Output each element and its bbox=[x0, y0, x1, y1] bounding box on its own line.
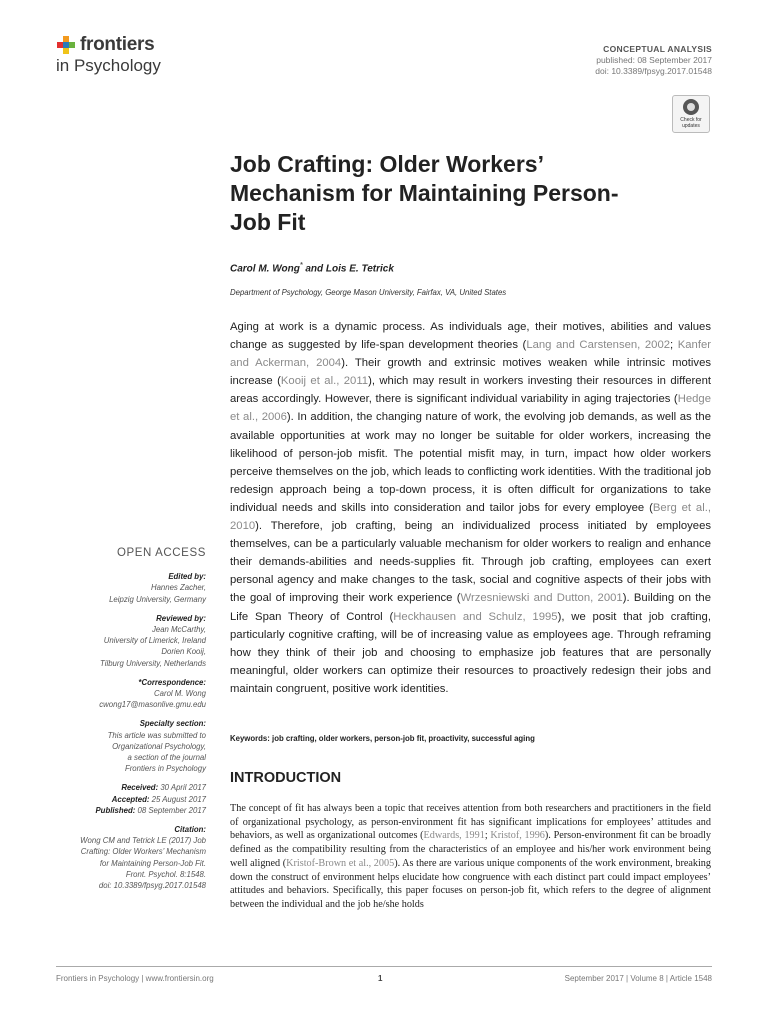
introduction-text bbox=[230, 802, 711, 912]
article-sidebar bbox=[56, 548, 206, 899]
page-number: 1 bbox=[378, 974, 383, 983]
citation-link[interactable]: Kristof-Brown et al., 2005 bbox=[286, 857, 395, 869]
badge-line2: updates bbox=[682, 123, 700, 129]
body-text: The concept of fit has always been a topic that receives attention from both researchers and practitioners in the field of organizational psychology, as person-environment fit has significant implications for employees’ attitudes and behaviors, as well as organizational outcomes ( bbox=[230, 803, 711, 842]
citation-link[interactable]: Lang and Carstensen, 2002 bbox=[526, 339, 671, 352]
reviewed-by-label: Reviewed by: bbox=[156, 613, 206, 623]
edited-by-label: Edited by: bbox=[168, 572, 206, 582]
specialty-label: Specialty section: bbox=[139, 719, 206, 729]
published-date: published: 08 September 2017 bbox=[596, 55, 712, 65]
citation-info bbox=[56, 824, 206, 891]
footer-journal-link[interactable]: Frontiers in Psychology | www.frontiersin.org bbox=[56, 974, 214, 983]
specialty-line: Frontiers in Psychology bbox=[124, 764, 206, 774]
citation-link[interactable]: Kristof, 1996 bbox=[490, 830, 545, 842]
article-title: Job Crafting: Older Workers’ Mechanism for Maintaining Person-Job Fit bbox=[230, 151, 619, 235]
citation-doi[interactable]: doi: 10.3389/fpsyg.2017.01548 bbox=[98, 881, 206, 891]
received-label: Received: bbox=[121, 783, 159, 793]
published-label: Published: bbox=[95, 805, 136, 815]
author-separator: and bbox=[302, 263, 326, 275]
accepted-value: 25 August 2017 bbox=[149, 794, 206, 804]
citation-link[interactable]: Berg et al., 2010 bbox=[230, 501, 712, 533]
correspondence-email[interactable]: cwong17@masonlive.gmu.edu bbox=[99, 700, 206, 710]
author-2[interactable]: Lois E. Tetrick bbox=[325, 263, 394, 275]
abstract-text: ). Their growth and extrinsic motives weaken while intrinsic motives increase ( bbox=[230, 357, 712, 388]
received-date bbox=[56, 782, 206, 793]
check-for-updates-button[interactable] bbox=[672, 95, 710, 133]
citation-line: for Maintaining Person-Job Fit. bbox=[99, 858, 206, 868]
abstract-text: ), we posit that job crafting, particularly cognitive crafting, will be of increasing value as employees age. Through reframing how they think of their job and choosing to emphasize job features that are personally meaningful, older workers can optimize their resources to proactively redesign their jobs and maintain congruent, positive work identities. bbox=[230, 610, 711, 695]
abstract-text: ), which may result in workers investing their resources in different areas accordingly. However, there is significant individual variability in aging trajectories ( bbox=[230, 375, 711, 406]
reviewer-info bbox=[56, 613, 206, 669]
journal-logo[interactable] bbox=[56, 30, 206, 80]
editor-name[interactable]: Hannes Zacher, bbox=[150, 583, 206, 593]
citation-link[interactable]: Hedge et al., 2006 bbox=[230, 393, 711, 424]
body-text: ). Person-environment fit can be broadly defined as the compatibility resulting from the characteristics of an employee and his/her work environment being well aligned ( bbox=[230, 830, 711, 869]
correspondence-name: Carol M. Wong bbox=[154, 689, 206, 699]
citation-line: Wong CM and Tetrick LE (2017) Job bbox=[80, 836, 206, 846]
doi-link[interactable]: doi: 10.3389/fpsyg.2017.01548 bbox=[595, 66, 712, 76]
body-text: ; bbox=[484, 830, 491, 842]
editor-affiliation: Leipzig University, Germany bbox=[109, 594, 206, 604]
correspondence-info bbox=[56, 677, 206, 711]
corresponding-mark: * bbox=[299, 262, 303, 269]
journal-name: frontiers bbox=[80, 34, 155, 55]
badge-line1: Check for bbox=[680, 117, 702, 123]
citation-line: Crafting: Older Workers’ Mechanism bbox=[80, 847, 206, 857]
abstract-text: ). Therefore, job crafting, being an individualized process initiated by employees themselves, can be a particularly valuable mechanism for older workers to realign and enhance their demands-abilities and needs-supplies fit. Through job crafting, employees can exert personal agency and make changes to the task, social and cognitive aspects of their jobs with the goal of improving their work experience ( bbox=[230, 520, 711, 605]
open-access-label: OPEN ACCESS bbox=[116, 547, 206, 559]
specialty-line: Organizational Psychology, bbox=[112, 741, 206, 751]
abstract bbox=[230, 318, 711, 698]
abstract-text: ). In addition, the changing nature of work, the evolving job demands, as well as the available opportunities at work may no longer be suitable for older workers, increasing the likelihood of person-job misfit. The potential misfit may, in turn, impact how older workers perceive themselves on the job, which leads to conflicting work identities. With the traditional job redesign approach being a top-down process, it is often difficult for organizations to take individual needs and skills into consideration and tailor jobs for every employee ( bbox=[230, 411, 711, 514]
citation-link[interactable]: Kanfer and Ackerman, 2004 bbox=[230, 339, 712, 370]
section-heading-introduction: INTRODUCTION bbox=[230, 770, 342, 786]
published-date-sidebar bbox=[56, 805, 206, 816]
article-dates bbox=[56, 782, 206, 816]
citation-link[interactable]: Kooij et al., 2011 bbox=[280, 375, 369, 388]
received-value: 30 April 2017 bbox=[158, 783, 206, 793]
citation-link[interactable]: Edwards, 1991 bbox=[423, 830, 485, 842]
abstract-text: Aging at work is a dynamic process. As individuals age, their motives, abilities and values change as suggested by life-span development theories ( bbox=[230, 321, 711, 352]
specialty-section bbox=[56, 718, 206, 774]
citation-link[interactable]: Wrzesniewski and Dutton, 2001 bbox=[460, 592, 623, 605]
author-list bbox=[230, 262, 394, 274]
journal-subname: in Psychology bbox=[56, 56, 161, 75]
article-meta bbox=[595, 44, 712, 77]
article-type: CONCEPTUAL ANALYSIS bbox=[603, 44, 712, 54]
reviewer-affiliation: University of Limerick, Ireland bbox=[103, 636, 206, 646]
footer-issue-info: September 2017 | Volume 8 | Article 1548 bbox=[564, 974, 712, 983]
editor-info bbox=[56, 571, 206, 605]
accepted-date bbox=[56, 794, 206, 805]
abstract-text: ; bbox=[670, 339, 678, 352]
correspondence-label: *Correspondence: bbox=[138, 677, 206, 687]
footer-divider bbox=[56, 966, 712, 967]
reviewer-name[interactable]: Jean McCarthy, bbox=[151, 625, 206, 635]
accepted-label: Accepted: bbox=[111, 794, 150, 804]
keywords: Keywords: job crafting, older workers, person-job fit, proactivity, successful aging bbox=[230, 734, 535, 743]
author-1[interactable]: Carol M. Wong bbox=[230, 263, 300, 275]
citation-link[interactable]: Heckhausen and Schulz, 1995 bbox=[393, 610, 558, 623]
reviewer-name[interactable]: Dorien Kooij, bbox=[161, 647, 206, 657]
specialty-line: a section of the journal bbox=[127, 753, 206, 763]
specialty-line: This article was submitted to bbox=[107, 730, 206, 740]
citation-label: Citation: bbox=[174, 825, 206, 835]
affiliation: Department of Psychology, George Mason University, Fairfax, VA, United States bbox=[230, 288, 507, 297]
published-value: 08 September 2017 bbox=[135, 805, 206, 815]
citation-line: Front. Psychol. 8:1548. bbox=[125, 869, 206, 879]
abstract-text: ). Building on the Life Span Theory of Control ( bbox=[230, 592, 711, 623]
body-text: ). As there are various unique components of the work environment, breaking down the construct of environment helps elucidate how congruence with each distinct part could impact employees’ attitudes and behaviors. Specifically, this paper focuses on person-job fit, which refers to the degree of alignment between the individual and the job he/she holds bbox=[230, 857, 711, 910]
update-check-icon bbox=[683, 99, 699, 115]
reviewer-affiliation: Tilburg University, Netherlands bbox=[100, 658, 206, 668]
